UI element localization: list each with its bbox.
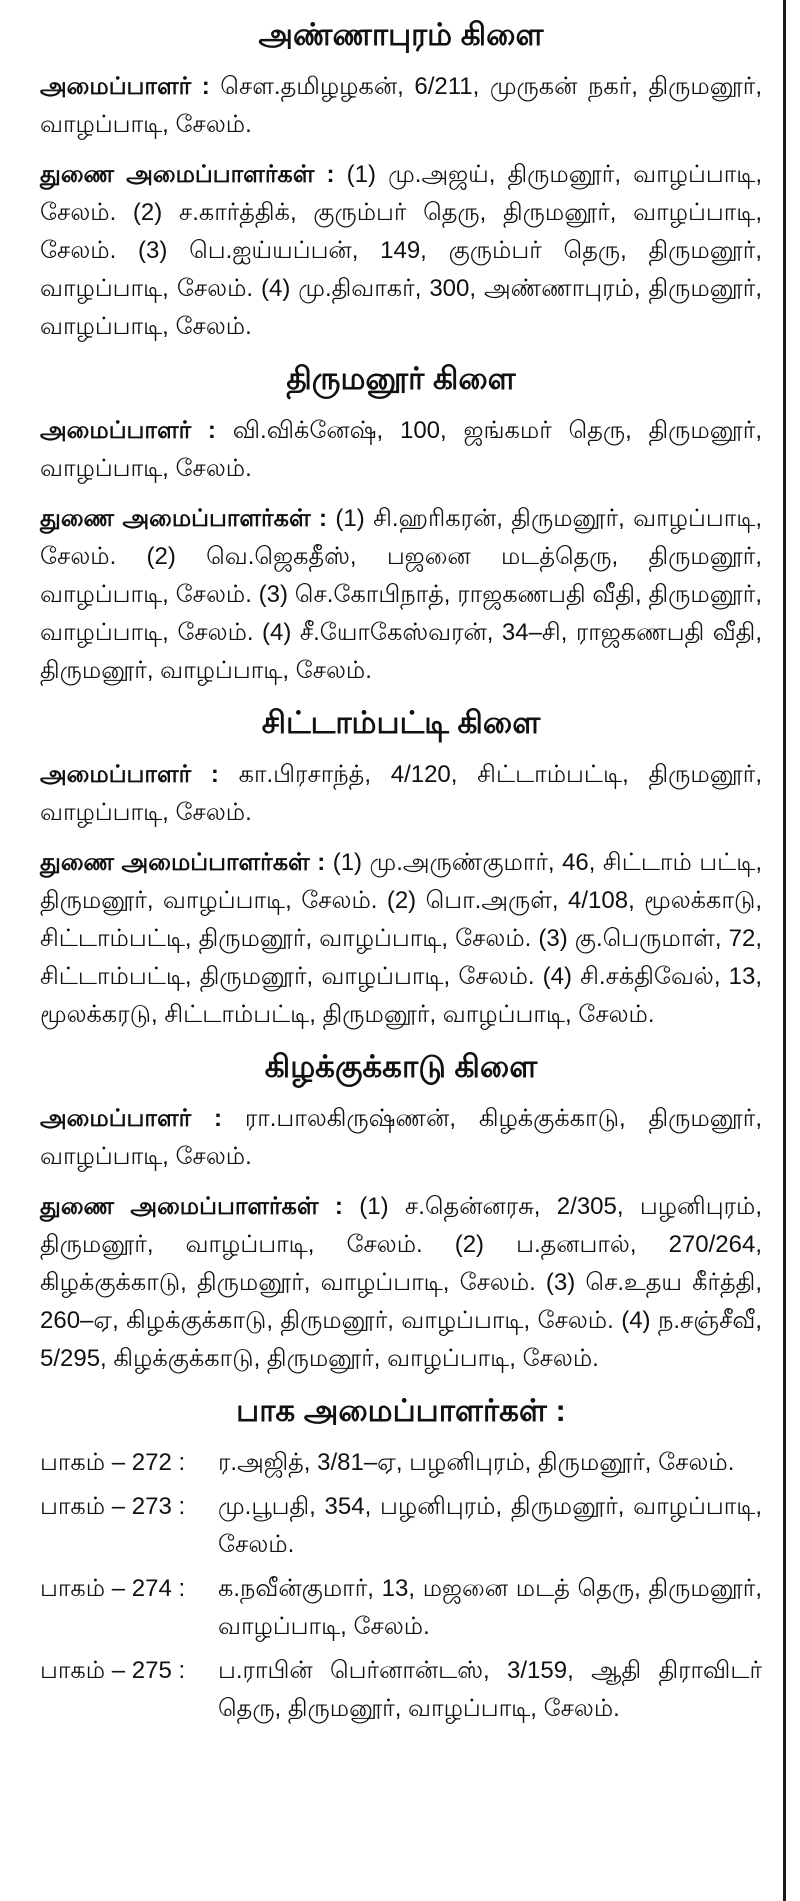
deputy-paragraph <box>40 156 762 346</box>
organizer-paragraph <box>40 756 762 832</box>
part-organizers-heading: பாக அமைப்பாளர்கள் : <box>236 1393 566 1428</box>
deputy-text: (1) மு.அஜய், திருமனூர், வாழப்பாடி, சேலம். (2) ச.கார்த்திக், குரும்பர் தெரு, திருமனூர், வாழப்பாடி, சேலம். (3) பெ.ஐய்யப்பன், 149, குரும்பர் தெரு, திருமனூர், வாழப்பாடி, சேலம். (4) மு.திவாகர், 300, அண்ணாபுரம், திருமனூர், வாழப்பாடி, சேலம். <box>40 161 763 340</box>
branch-heading: அண்ணாபுரம் கிளை <box>258 17 544 52</box>
part-text: ப.ராபின் பெர்னான்டஸ், 3/159, ஆதி திராவிடர் தெரு, திருமனூர், வாழப்பாடி, சேலம். <box>218 1657 762 1722</box>
part-label: பாகம் – 273 : <box>40 1493 186 1520</box>
deputy-label: துணை அமைப்பாளர்கள் : <box>40 849 326 876</box>
part-row <box>40 1444 762 1482</box>
part-row <box>40 1488 762 1564</box>
part-text: க.நவீன்குமார், 13, மஜனை மடத் தெரு, திருமனூர், வாழப்பாடி, சேலம். <box>218 1575 762 1640</box>
deputy-label: துணை அமைப்பாளர்கள் : <box>40 161 335 188</box>
part-row <box>40 1652 762 1728</box>
organizer-paragraph <box>40 412 762 488</box>
organizer-text: ரா.பாலகிருஷ்ணன், கிழக்குக்காடு, திருமனூர், வாழப்பாடி, சேலம். <box>40 1105 763 1170</box>
organizer-text: வி.விக்னேஷ், 100, ஜங்கமர் தெரு, திருமனூர், வாழப்பாடி, சேலம். <box>40 417 763 482</box>
organizer-paragraph <box>40 1100 762 1176</box>
branch-heading: கிழக்குக்காடு கிளை <box>264 1049 538 1084</box>
branch-section-kizhakkukkadu <box>40 1046 762 1378</box>
organizer-label: அமைப்பாளர் : <box>40 73 210 100</box>
part-label: பாகம் – 272 : <box>40 1449 186 1476</box>
organizer-text: செள.தமிழழகன், 6/211, முருகன் நகர், திருமனூர், வாழப்பாடி, சேலம். <box>40 73 762 138</box>
deputy-label: துணை அமைப்பாளர்கள் : <box>40 505 327 532</box>
deputy-text: (1) சி.ஹரிகரன், திருமனூர், வாழப்பாடி, சேலம். (2) வெ.ஜெகதீஸ், பஜனை மடத்தெரு, திருமனூர், வாழப்பாடி, சேலம். (3) செ.கோபிநாத், ராஜகணபதி வீதி, திருமனூர், வாழப்பாடி, சேலம். (4) சீ.யோகேஸ்வரன், 34–சி, ராஜகணபதி வீதி, திருமனூர், வாழப்பாடி, சேலம். <box>40 505 763 684</box>
organizer-label: அமைப்பாளர் : <box>40 1105 222 1132</box>
part-row <box>40 1570 762 1646</box>
part-text: ர.அஜித், 3/81–ஏ, பழனிபுரம், திருமனூர், சேலம். <box>218 1449 735 1476</box>
organizer-label: அமைப்பாளர் : <box>40 417 216 444</box>
branch-heading: சிட்டாம்பட்டி கிளை <box>261 705 541 740</box>
branch-section-thirumanur <box>40 358 762 690</box>
branch-section-chittampatti <box>40 702 762 1034</box>
part-label: பாகம் – 275 : <box>40 1657 186 1684</box>
part-text: மு.பூபதி, 354, பழனிபுரம், திருமனூர், வாழப்பாடி, சேலம். <box>218 1493 762 1558</box>
part-organizers-section <box>40 1390 762 1728</box>
deputy-paragraph <box>40 1188 762 1378</box>
deputy-paragraph <box>40 844 762 1034</box>
deputy-text: (1) ச.தென்னரசு, 2/305, பழனிபுரம், திருமனூர், வாழப்பாடி, சேலம். (2) ப.தனபால், 270/264, கிழக்குக்காடு, திருமனூர், வாழப்பாடி, சேலம். (3) செ.உதய கீர்த்தி, 260–ஏ, கிழக்குக்காடு, திருமனூர், வாழப்பாடி, சேலம். (4) ந.சஞ்சீவீ, 5/295, கிழக்குக்காடு, திருமனூர், வாழப்பாடி, சேலம். <box>40 1193 762 1372</box>
deputy-label: துணை அமைப்பாளர்கள் : <box>40 1193 343 1220</box>
right-border-rule <box>783 0 786 1901</box>
deputy-paragraph <box>40 500 762 690</box>
organizer-label: அமைப்பாளர் : <box>40 761 219 788</box>
organizer-paragraph <box>40 68 762 144</box>
branch-heading: திருமனூர் கிளை <box>286 361 516 396</box>
part-label: பாகம் – 274 : <box>40 1575 186 1602</box>
branch-section-annapuram <box>40 14 762 346</box>
organizer-text: கா.பிரசாந்த், 4/120, சிட்டாம்பட்டி, திருமனூர், வாழப்பாடி, சேலம். <box>40 761 762 826</box>
deputy-text: (1) மு.அருண்குமார், 46, சிட்டாம் பட்டி, திருமனூர், வாழப்பாடி, சேலம். (2) பொ.அருள், 4/108, மூலக்காடு, சிட்டாம்பட்டி, திருமனூர், வாழப்பாடி, சேலம். (3) கு.பெருமாள், 72, சிட்டாம்பட்டி, திருமனூர், வாழப்பாடி, சேலம். (4) சி.சக்திவேல், 13, மூலக்கரடு, சிட்டாம்பட்டி, திருமனூர், வாழப்பாடி, சேலம். <box>40 849 763 1028</box>
